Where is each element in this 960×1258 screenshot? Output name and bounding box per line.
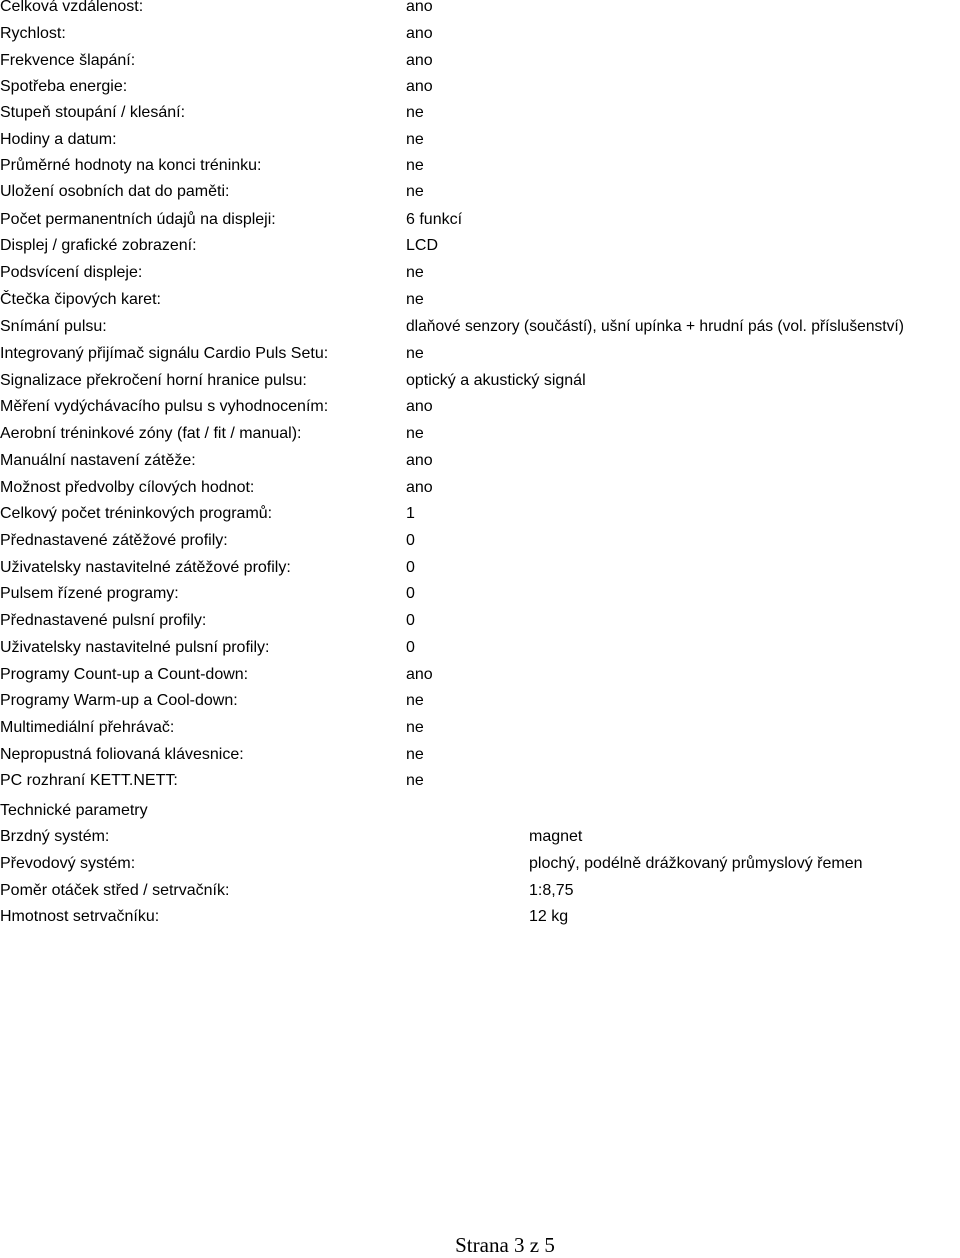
spec-value: ano [406,479,433,496]
spec-value: dlaňové senzory (součástí), ušní upínka + hrudní pás (vol. příslušenství) [406,318,904,335]
spec-value: 0 [406,612,415,629]
spec-value: ne [406,746,424,763]
spec-value: ne [406,345,424,362]
tech-value: 12 kg [529,908,569,925]
spec-label: Manuální nastavení zátěže: [0,452,196,469]
spec-label: Programy Warm-up a Cool-down: [0,692,238,709]
tech-value: plochý, podélně drážkovaný průmyslový řemen [529,855,863,872]
tech-label: Hmotnost setrvačníku: [0,908,160,925]
tech-value: 1:8,75 [529,882,574,899]
spec-label: Pulsem řízené programy: [0,585,179,602]
spec-label: PC rozhraní KETT.NETT: [0,772,178,789]
spec-label: Měření vydýchávacího pulsu s vyhodnocením: [0,398,329,415]
spec-value: ne [406,157,424,174]
spec-label: Stupeň stoupání / klesání: [0,104,186,121]
spec-label: Integrovaný přijímač signálu Cardio Puls Setu: [0,345,329,362]
spec-value: ne [406,772,424,789]
spec-value: optický a akustický signál [406,372,586,389]
spec-value: 1 [406,505,415,522]
section-heading: Technické parametry [0,802,148,819]
spec-value: 0 [406,585,415,602]
spec-label: Čtečka čipových karet: [0,291,161,308]
spec-label: Nepropustná foliovaná klávesnice: [0,746,244,763]
spec-value: ano [406,666,433,683]
spec-value: ano [406,398,433,415]
spec-value: ano [406,452,433,469]
spec-value: 0 [406,639,415,656]
spec-label: Hodiny a datum: [0,131,117,148]
spec-label: Přednastavené pulsní profily: [0,612,207,629]
tech-label: Poměr otáček střed / setrvačník: [0,882,230,899]
spec-label: Aerobní tréninkové zóny (fat / fit / manual): [0,425,302,442]
spec-value: ano [406,25,433,42]
spec-value: ano [406,0,433,15]
spec-label: Přednastavené zátěžové profily: [0,532,228,549]
spec-value: ne [406,692,424,709]
tech-value: magnet [529,828,583,845]
spec-value: 6 funkcí [406,211,463,228]
spec-label: Uživatelsky nastavitelné pulsní profily: [0,639,270,656]
spec-value: ne [406,104,424,121]
spec-label: Snímání pulsu: [0,318,107,335]
page-footer [0,1232,960,1258]
tech-label: Převodový systém: [0,855,136,872]
spec-label: Rychlost: [0,25,66,42]
spec-label: Podsvícení displeje: [0,264,143,281]
spec-value: 0 [406,532,415,549]
spec-value: LCD [406,237,439,254]
spec-label: Signalizace překročení horní hranice pulsu: [0,372,307,389]
spec-value: ano [406,52,433,69]
spec-label: Programy Count-up a Count-down: [0,666,249,683]
spec-label: Uživatelsky nastavitelné zátěžové profily: [0,559,291,576]
tech-label: Brzdný systém: [0,828,110,845]
spec-label: Spotřeba energie: [0,78,128,95]
spec-label: Počet permanentních údajů na displeji: [0,211,276,228]
spec-label: Uložení osobních dat do paměti: [0,183,230,200]
spec-value: 0 [406,559,415,576]
spec-label: Celková vzdálenost: [0,0,144,15]
spec-value: ne [406,183,424,200]
spec-value: ano [406,78,433,95]
spec-label: Displej / grafické zobrazení: [0,237,197,254]
spec-label: Frekvence šlapání: [0,52,136,69]
spec-label: Celkový počet tréninkových programů: [0,505,273,522]
spec-label: Možnost předvolby cílových hodnot: [0,479,255,496]
spec-value: ne [406,264,424,281]
spec-label: Průměrné hodnoty na konci tréninku: [0,157,262,174]
spec-value: ne [406,291,424,308]
spec-value: ne [406,719,424,736]
spec-value: ne [406,425,424,442]
spec-label: Multimediální přehrávač: [0,719,175,736]
page-number: Strana 3 z 5 [455,1233,555,1257]
spec-value: ne [406,131,424,148]
